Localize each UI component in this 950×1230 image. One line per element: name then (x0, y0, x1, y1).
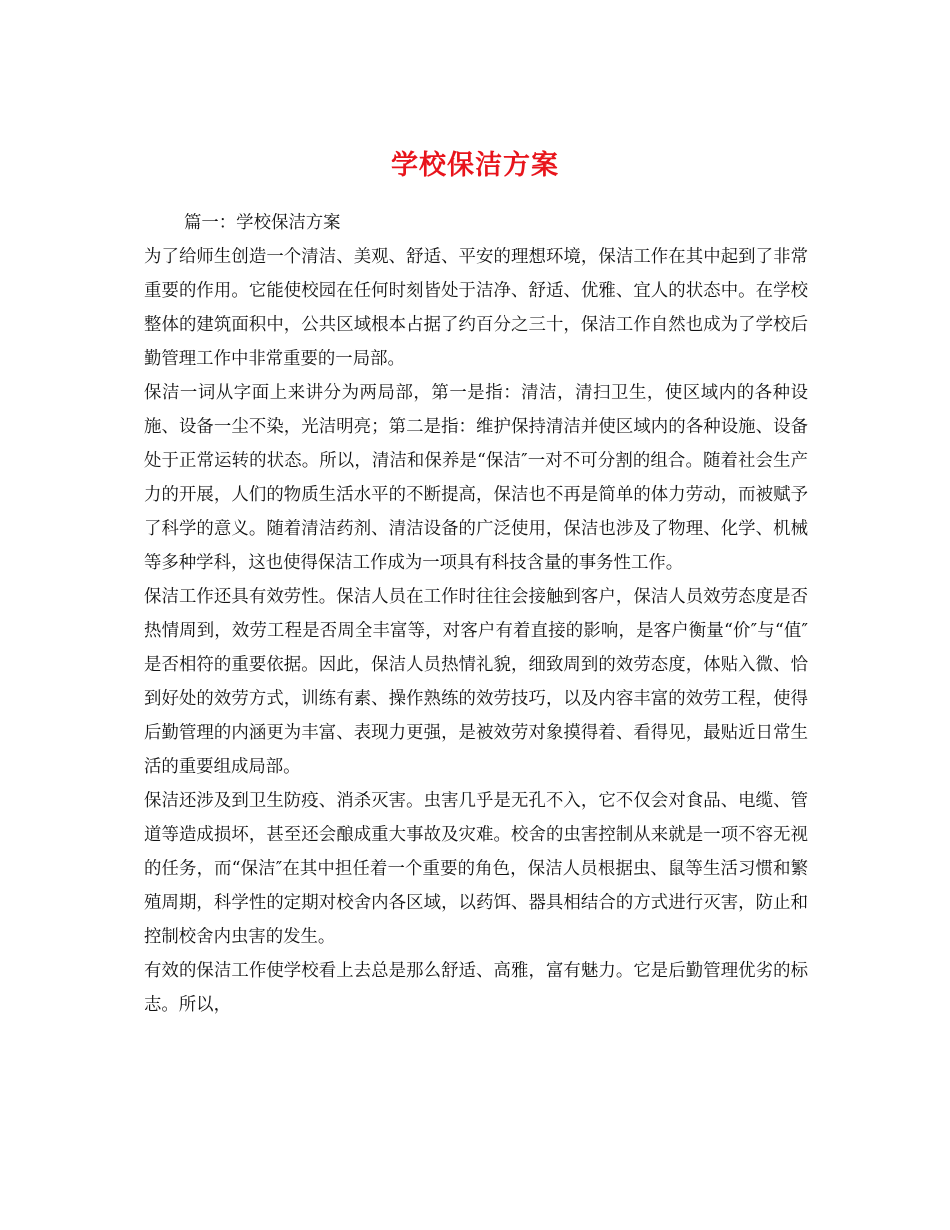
paragraph-5: 有效的保洁工作使学校看上去总是那么舒适、高雅，富有魅力。它是后勤管理优劣的标志。所以， (144, 961, 808, 1015)
section-heading: 篇一：学校保洁方案 (184, 213, 341, 233)
paragraph-3: 保洁工作还具有效劳性。保洁人员在工作时往往会接触到客户，保洁人员效劳态度是否热情周到，效劳工程是否周全丰富等，对客户有着直接的影响，是客户衡量“价″与“值″是否相符的重要依据。因此，保洁人员热情礼貌，细致周到的效劳态度，体贴入微、恰到好处的效劳方式，训练有素、操作熟练的效劳技巧，以及内容丰富的效劳工程，使得后勤管理的内涵更为丰富、表现力更强，是被效劳对象摸得着、看得见，最贴近日常生活的重要组成局部。 (144, 587, 808, 777)
document-body (144, 206, 808, 1022)
paragraph-1: 为了给师生创造一个清洁、美观、舒适、平安的理想环境，保洁工作在其中起到了非常重要的作用。它能使校园在任何时刻皆处于洁净、舒适、优雅、宜人的状态中。在学校整体的建筑面积中，公共区域根本占据了约百分之三十，保洁工作自然也成为了学校后勤管理工作中非常重要的一局部。 (144, 247, 808, 369)
paragraph-4: 保洁还涉及到卫生防疫、消杀灭害。虫害几乎是无孔不入，它不仅会对食品、电缆、管道等造成损坏，甚至还会酿成重大事故及灾难。校舍的虫害控制从来就是一项不容无视的任务，而“保洁″在其中担任着一个重要的角色，保洁人员根据虫、鼠等生活习惯和繁殖周期，科学性的定期对校舍内各区域，以药饵、器具相结合的方式进行灭害，防止和控制校舍内虫害的发生。 (144, 791, 808, 947)
paragraph-2: 保洁一词从字面上来讲分为两局部，第一是指：清洁，清扫卫生，使区域内的各种设施、设备一尘不染，光洁明亮；第二是指：维护保持清洁并使区域内的各种设施、设备处于正常运转的状态。所以，清洁和保养是“保洁″一对不可分割的组合。随着社会生产力的开展，人们的物质生活水平的不断提高，保洁也不再是简单的体力劳动，而被赋予了科学的意义。随着清洁药剂、清洁设备的广泛使用，保洁也涉及了物理、化学、机械等多种学科，这也使得保洁工作成为一项具有科技含量的事务性工作。 (144, 383, 808, 573)
page-title: 学校保洁方案 (391, 150, 559, 182)
